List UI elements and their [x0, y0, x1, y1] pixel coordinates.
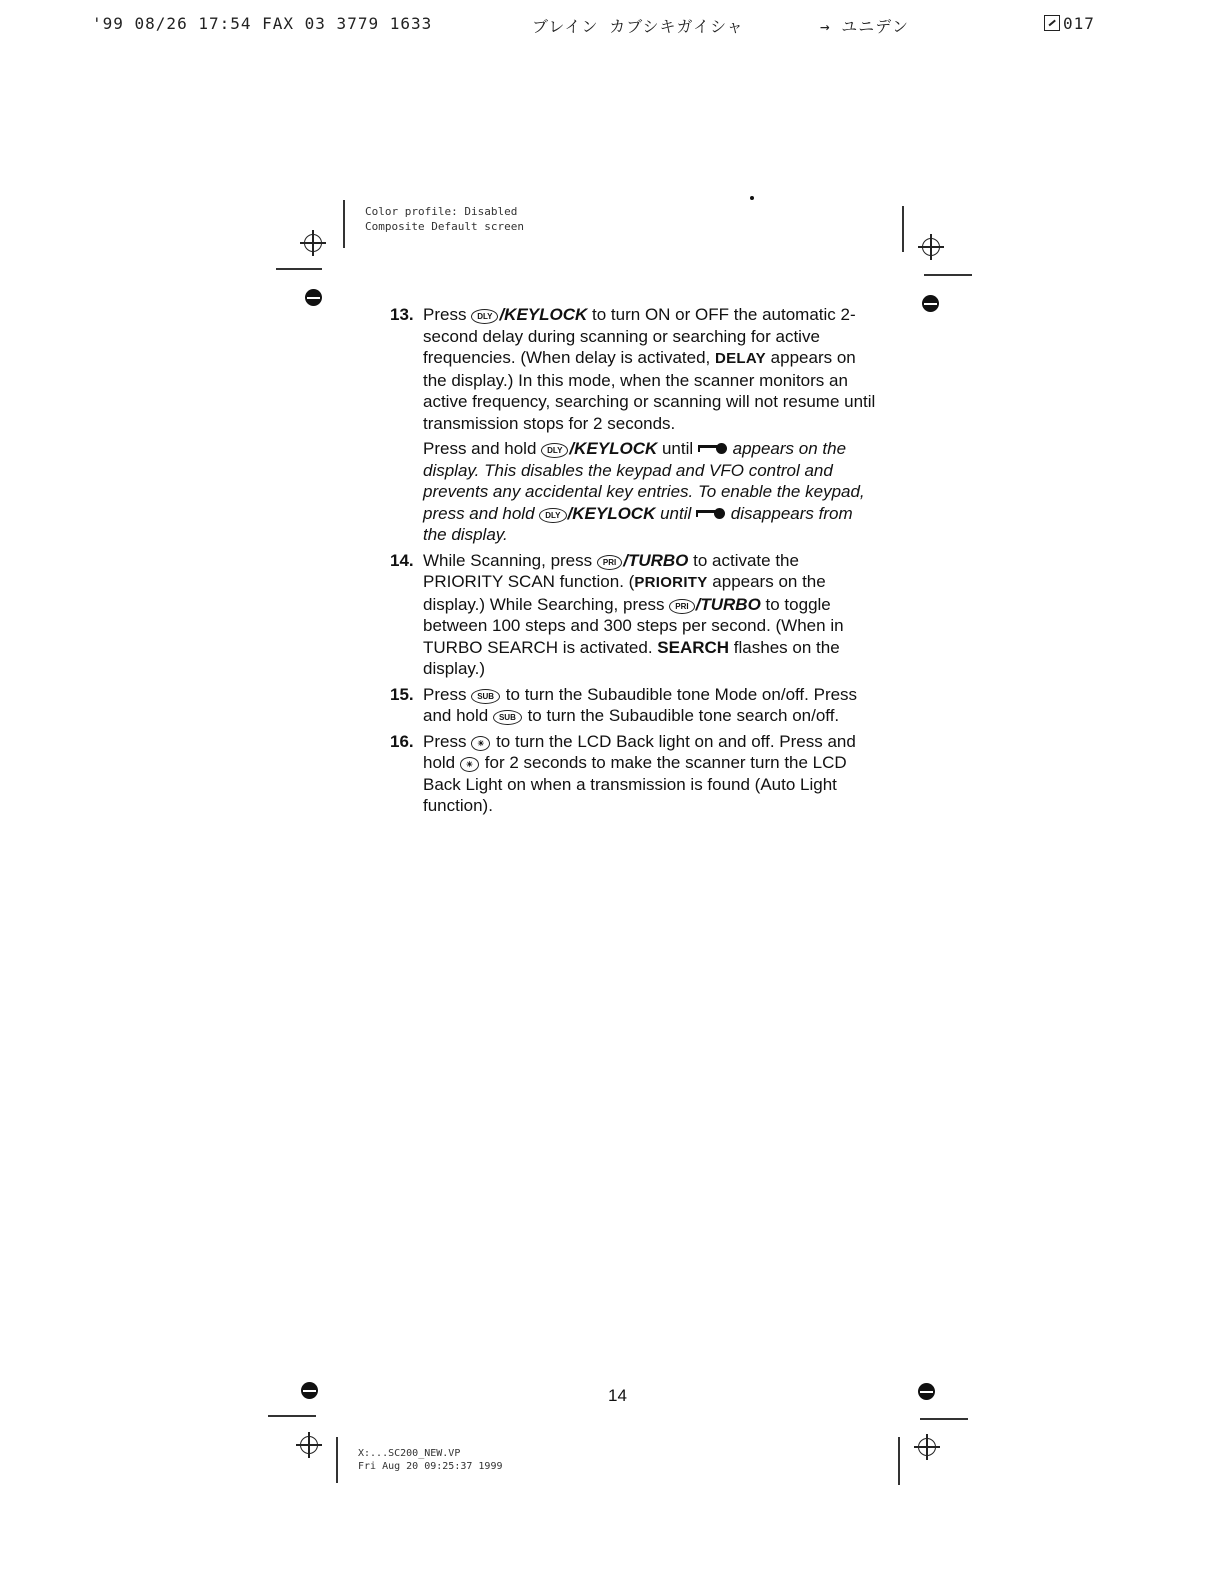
lcd-indicator: DELAY [714, 350, 766, 367]
sub-key-icon: SUB [493, 710, 522, 725]
page-number: 14 [608, 1386, 627, 1405]
turbo-keyword: /TURBO [695, 594, 761, 614]
color-profile-note [365, 204, 524, 234]
crosshair-icon [296, 1432, 322, 1458]
text: Press [423, 684, 472, 704]
fax-page-icon [1044, 15, 1060, 31]
text: to activate the PRIORITY SCAN function. ( [423, 550, 799, 591]
fax-sender: ブレイン カブシキガイシャ [532, 17, 744, 36]
print-date-line: Fri Aug 20 09:25:37 1999 [358, 1461, 503, 1472]
lcd-indicator: PRIORITY [634, 574, 708, 591]
instruction-paragraph [423, 438, 880, 546]
print-rule [343, 200, 345, 248]
text: until [657, 439, 698, 458]
registration-dot-icon [301, 1382, 318, 1399]
keylock-keyword: /KEYLOCK [569, 439, 658, 458]
manual-instructions [390, 304, 880, 821]
text: flashes on the display.) [423, 637, 840, 678]
file-path-line: X:...SC200_NEW.VP [358, 1448, 461, 1459]
registration-dot-icon [918, 1383, 935, 1400]
instruction-item [390, 684, 880, 727]
fax-page-label: 017 [1063, 14, 1095, 33]
trim-rule [924, 274, 972, 276]
print-rule [336, 1437, 338, 1483]
backlight-key-icon: ☀ [471, 736, 490, 751]
instruction-item [390, 731, 880, 817]
fax-destination: → ユニデン [820, 17, 909, 36]
text: While Scanning, press [423, 550, 597, 570]
keylock-icon [696, 508, 726, 520]
registration-dot-icon [305, 289, 322, 306]
fax-header-bar [0, 14, 1224, 36]
text: appears on the display. This disables the keypad and VFO control and prevents any accidental key entries. To enable the keypad, press and hold [423, 439, 865, 523]
search-indicator: SEARCH [657, 637, 730, 657]
composite-line: Composite Default screen [365, 220, 524, 233]
item-number: 13. [390, 305, 414, 324]
item-number: 15. [390, 684, 414, 704]
text: Press and hold [423, 439, 542, 458]
text: to turn the Subaudible tone Mode on/off. Press and hold [423, 684, 858, 725]
print-rule [902, 206, 904, 252]
text: to turn the Subaudible tone search on/off. [522, 706, 840, 725]
color-profile-line: Color profile: Disabled [365, 205, 518, 218]
item-number: 14. [390, 550, 414, 570]
text: appears on the display.) In this mode, when the scanner monitors an active frequency, searching or scanning will not resume until transmission stops for 2 seconds. [423, 348, 876, 433]
instruction-paragraph [423, 304, 880, 434]
text: Press [423, 731, 472, 751]
text: to turn the LCD Back light on and off. Press and hold [423, 731, 856, 772]
text: disappears from the display. [423, 503, 853, 544]
print-rule [898, 1437, 900, 1485]
keylock-icon [698, 443, 728, 455]
instruction-item [390, 550, 880, 680]
dly-key-icon: DLY [539, 508, 566, 523]
fax-header: '99 08/26 17:54 FAX 03 3779 1633 [92, 14, 433, 33]
text: for 2 seconds to make the scanner turn the LCD Back Light on when a transmission is found (Auto Light function). [423, 753, 847, 815]
keylock-keyword: /KEYLOCK [499, 305, 588, 324]
pri-key-icon: PRI [597, 555, 622, 570]
instruction-paragraph [423, 731, 880, 817]
instruction-item [390, 304, 880, 546]
trim-rule [920, 1418, 968, 1420]
text: to toggle between 100 steps and 300 steps per second. (When in TURBO SEARCH is activated. [423, 594, 844, 657]
sub-key-icon: SUB [471, 689, 500, 704]
pri-key-icon: PRI [669, 599, 694, 614]
stray-dot [750, 196, 754, 200]
fax-page-number [1044, 14, 1095, 33]
registration-dot-icon [922, 295, 939, 312]
crosshair-icon [914, 1434, 940, 1460]
keylock-keyword: /KEYLOCK [567, 503, 656, 523]
item-number: 16. [390, 731, 414, 751]
trim-rule [276, 268, 322, 270]
crosshair-icon [300, 230, 326, 256]
trim-rule [268, 1415, 316, 1417]
text: until [660, 503, 697, 523]
dly-key-icon: DLY [541, 443, 568, 458]
instruction-paragraph [423, 684, 880, 727]
file-info-note [358, 1447, 503, 1473]
text: Press [423, 305, 472, 324]
backlight-key-icon: ☀ [460, 757, 479, 772]
dly-key-icon: DLY [471, 309, 498, 324]
instruction-paragraph [423, 550, 880, 680]
crosshair-icon [918, 234, 944, 260]
turbo-keyword: /TURBO [623, 550, 689, 570]
text: to turn ON or OFF the automatic 2-second delay during scanning or searching for active frequencies. (When delay is activated, [423, 305, 856, 367]
text: appears on the display.) While Searching, press [423, 572, 826, 614]
